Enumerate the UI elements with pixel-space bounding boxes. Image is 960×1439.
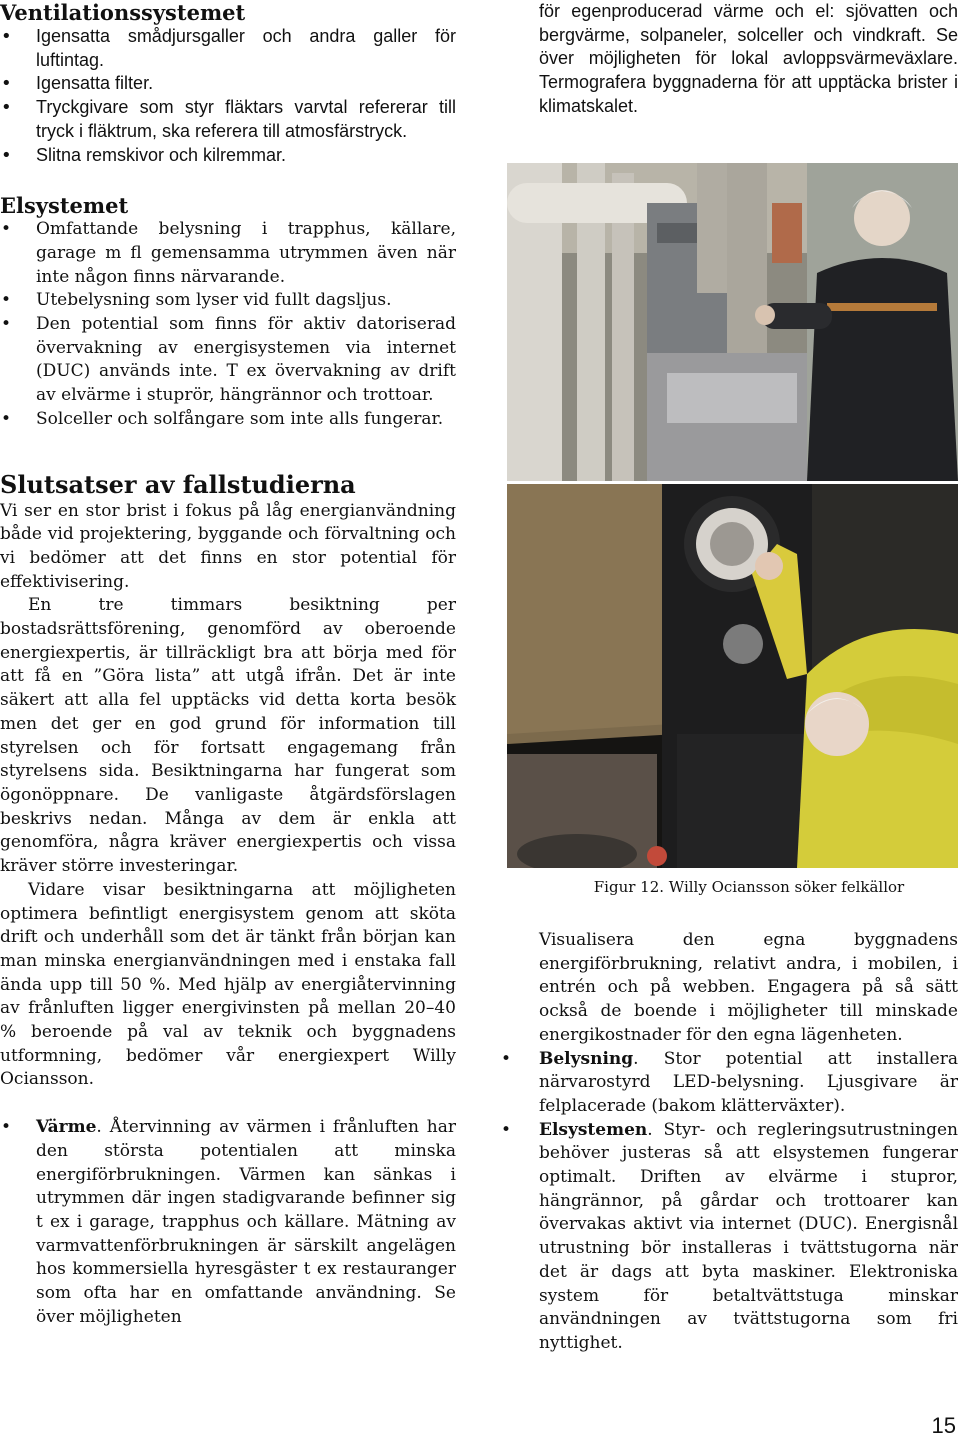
list-item-heat [0,1116,456,1329]
right-top-paragraph: för egenproducerad värme och el: sjövatten och bergvärme, solpaneler, solceller och vindkraft. Se över möjligheten för lokal avloppsvärmeväxlare. Termografera byggnaderna för att upptäcka brister i klimatskalet. [539,1,958,116]
list-item: • Utebelysning som lyser vid fullt dagsljus. [0,289,456,313]
figure-caption: Figur 12. Willy Ociansson söker felkällor [593,878,905,896]
list-item: • Omfattande belysning i trapphus, källare, garage m fl gemensamma utrymmen även när inte någon finns närvarande. [0,218,456,289]
measures-list-right [500,1048,958,1356]
conclusions-paragraph-1: Vi ser en stor brist i fokus på låg energianvändning både vid projektering, byggande och förvaltning och vi bedömer att det finns en stor potential för effektivisering. [0,500,456,592]
left-column [0,0,456,1329]
electric-systems-text: . Styr- och regleringsutrustningen behöver justeras så att elsystemen fungerar optimalt. Driften av elvärme i stupror, hängrännor, på gårdar och trottoarer kan övervakas aktivt via internet (DUC). Energisnål utrustning bör installeras i tvättstugorna när det är dags att byta maskiner. Elektroniska system för betaltvättstuga minskar användningen av tvättstugorna som fri nyttighet. [539,1119,958,1353]
conclusions-heading: Slutsatser av fallstudierna [0,469,356,499]
photo-ventilation-illustration [507,484,958,868]
electric-systems-term: Elsystemen [539,1119,648,1140]
lighting-term: Belysning [539,1048,634,1069]
page-number: 15 [931,1413,956,1438]
list-item: • Igensatta filter. [0,72,456,96]
ventilation-heading: Ventilationssystemet [0,0,246,25]
list-item-electric-systems [500,1119,958,1356]
list-item: • Tryckgivare som styr fläktars varvtal refererar till tryck i fläktrum, ska referera till atmosfärstryck. [0,96,456,143]
list-item: • Den potential som finns för aktiv datoriserad övervakning av energisystemen via internet (DUC) används inte. T ex övervakning av drift av elvärme i stuprör, hängrännor och trottoar. [0,313,456,408]
electric-list [0,218,456,431]
conclusions-paragraph-3: Vidare visar besiktningarna att möjligheten optimera befintligt energisystem genom att sköta drift och underhåll som det är tänkt från början kan man minska energianvändningen med i enstaka fall ända upp till 50 %. Med hjälp av energiåtervinning av frånluften ligger energivinsten på mellan 20–40 % beroende på val av teknik och byggnadens utformning, bedömer vår energiexpert Willy Ociansson. [0,879,456,1090]
conclusions-body [0,500,456,1093]
conclusions-paragraph-2: En tre timmars besiktning per bostadsrättsförening, genomförd av oberoende energiexpertis, är tillräckligt bra att börja med för att få en ”Göra lista” att utgå ifrån. Det är inte säkert att alla fel upptäcks vid detta korta besök men det ger en god grund för information till styrelsen och för fortsatt engagemang från styrelsens sida. Besiktningarna har fungerat som ögonöppnare. De vanligaste åtgärdsförslagen beskrivs nedan. Många av dem är enkla att genomföra, några kräver energiexpertis och vissa kräver större investeringar. [0,595,456,877]
photo-boiler-room-illustration [507,163,958,481]
list-item: • Solceller och solfångare som inte alls fungerar. [0,408,456,432]
photo-ventilation-inspection [507,484,958,868]
list-item: • Slitna remskivor och kilremmar. [0,144,456,168]
heat-term: Värme [36,1117,97,1138]
right-column-top [539,0,958,119]
measures-list-left [0,1116,456,1329]
visualize-paragraph: Visualisera den egna byggnadens energiförbrukning, relativt andra, i mobilen, i entrén och på webben. Engagera på så sätt också de boende i möjligheter till minskade energikostnader för den egna lägenheten. [539,930,958,1045]
right-column-bottom [539,929,958,1356]
photo-boiler-room [507,163,958,481]
ventilation-list [0,25,456,167]
lighting-text: . Stor potential att installera närvarostyrd LED-belysning. Ljusgivare är felplacerade (bakom klätterväxter). [539,1048,958,1116]
heat-text: . Återvinning av värmen i frånluften har den största potentialen att minska energiförbrukningen. Värmen kan sänkas i utrymmen där ingen stadigvarande befinner sig t ex i garage, trapphus och källare. Mätning av varmvattenförbrukningen är särskilt angelägen hos kommersiella hyresgäster t ex restauranger som ofta har en omfattande användning. Se över möjligheten [36,1117,456,1327]
electric-heading: Elsystemet [0,193,129,219]
list-item: • Igensatta smådjursgaller och andra galler för luftintag. [0,25,456,72]
list-item-lighting [500,1048,958,1119]
